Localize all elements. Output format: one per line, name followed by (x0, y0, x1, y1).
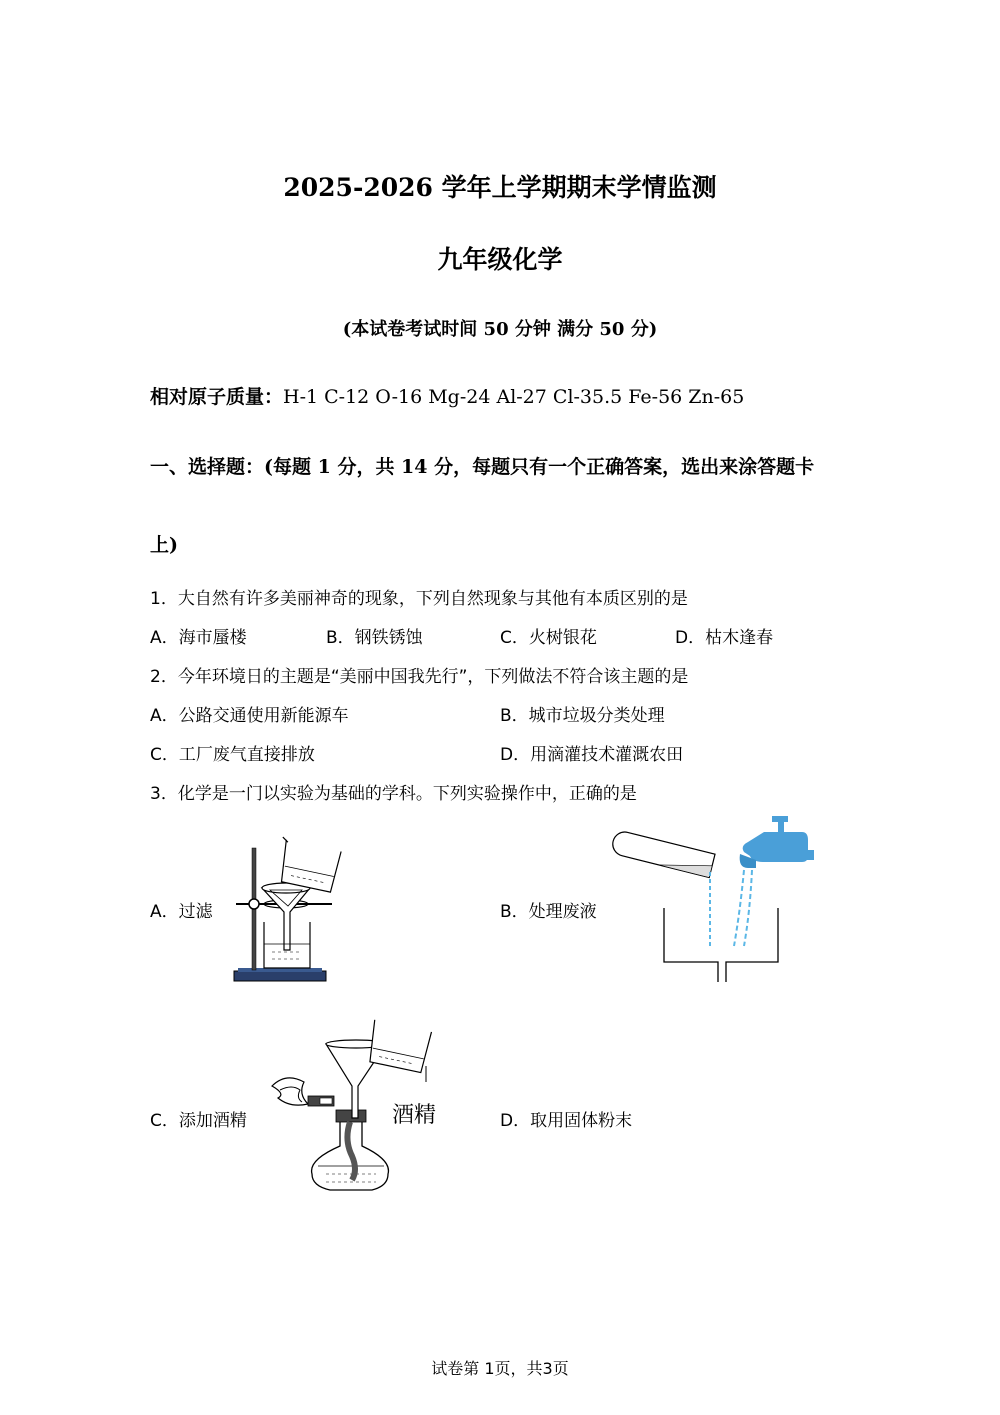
question-3-stem: 3．化学是一门以实验为基础的学科。下列实验操作中，正确的是 (150, 784, 637, 804)
section-heading-line2: 上) (150, 534, 178, 556)
filtration-figure (228, 828, 358, 986)
alcohol-label: 酒精 (392, 1103, 437, 1128)
question-2-option-d: D．用滴灌技术灌溉农田 (500, 745, 684, 765)
question-2-option-c: C．工厂废气直接排放 (150, 745, 315, 765)
page-footer: 试卷第 1页，共3页 (431, 1359, 569, 1378)
question-2-option-b: B．城市垃圾分类处理 (500, 706, 665, 726)
question-1-option-b: B．钢铁锈蚀 (326, 628, 423, 648)
question-1-option-c: C．火树银花 (500, 628, 597, 648)
page-title: 2025-2026 学年上学期期末学情监测 (283, 173, 717, 202)
question-2-stem: 2．今年环境日的主题是“美丽中国我先行”，下列做法不符合该主题的是 (150, 667, 689, 687)
question-3-option-d: D．取用固体粉末 (500, 1111, 633, 1131)
atomic-mass-label: 相对原子质量： (150, 386, 284, 408)
exam-info: (本试卷考试时间 50 分钟 满分 50 分) (342, 319, 658, 340)
question-1-option-d: D．枯木逢春 (675, 628, 774, 648)
question-1-stem: 1．大自然有许多美丽神奇的现象，下列自然现象与其他有本质区别的是 (150, 589, 688, 609)
question-3-option-b: B．处理废液 (500, 902, 597, 922)
question-3-option-a: A．过滤 (150, 902, 213, 922)
waste-liquid-figure (612, 812, 820, 984)
atomic-mass-values: H-1 C-12 O-16 Mg-24 Al-27 Cl-35.5 Fe-56 Zn-65 (283, 386, 745, 408)
page-subtitle: 九年级化学 (437, 245, 563, 274)
question-2-option-a: A．公路交通使用新能源车 (150, 706, 349, 726)
section-heading-line1: 一、选择题：(每题 1 分，共 14 分，每题只有一个正确答案，选出来涂答题卡 (150, 456, 815, 478)
atomic-mass-line (150, 382, 744, 409)
question-1-option-a: A．海市蜃楼 (150, 628, 247, 648)
question-3-option-c: C．添加酒精 (150, 1111, 247, 1131)
